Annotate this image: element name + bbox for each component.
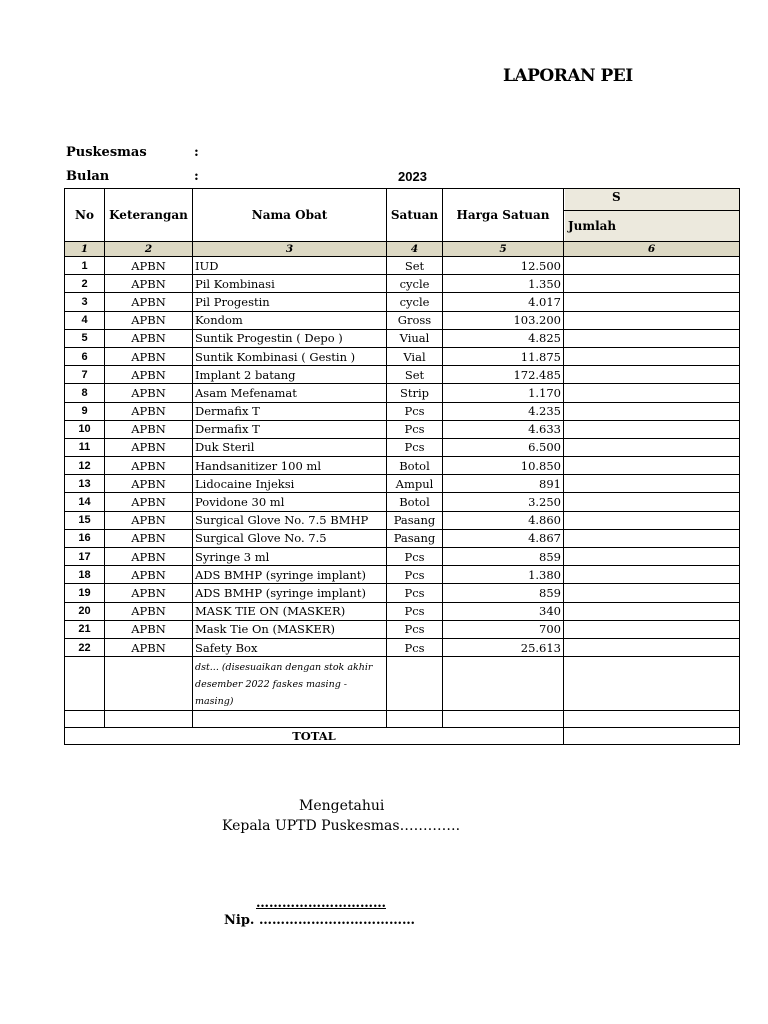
row-no: 19 [65,584,105,602]
row-harga: 891 [443,475,564,493]
row-nama-obat: MASK TIE ON (MASKER) [193,602,387,620]
table-row [65,366,740,384]
row-harga: 12.500 [443,257,564,275]
blank-cell [65,711,105,728]
row-keterangan: APBN [105,602,193,620]
table-row [65,438,740,456]
row-no: 9 [65,402,105,420]
table-row [65,347,740,365]
row-jumlah [564,275,740,293]
blank-row [65,711,740,728]
row-keterangan: APBN [105,548,193,566]
row-satuan: Pcs [387,438,443,456]
row-no: 8 [65,384,105,402]
row-no: 16 [65,529,105,547]
index-cell: 4 [387,242,443,257]
row-no: 15 [65,511,105,529]
index-cell: 6 [564,242,740,257]
row-nama-obat: Syringe 3 ml [193,548,387,566]
row-nama-obat: Povidone 30 ml [193,493,387,511]
col-header-no: No [65,189,105,242]
bulan-label: Bulan [66,169,110,184]
row-nama-obat: Pil Progestin [193,293,387,311]
row-keterangan: APBN [105,311,193,329]
row-satuan: Vial [387,347,443,365]
row-harga: 4.235 [443,402,564,420]
row-nama-obat: ADS BMHP (syringe implant) [193,566,387,584]
row-no: 2 [65,275,105,293]
index-cell: 5 [443,242,564,257]
row-satuan: Pcs [387,584,443,602]
table-row [65,511,740,529]
row-harga: 4.825 [443,329,564,347]
report-table [64,188,740,745]
row-keterangan: APBN [105,638,193,656]
note-row [65,657,740,711]
blank-cell [105,711,193,728]
row-jumlah [564,420,740,438]
row-harga: 1.380 [443,566,564,584]
row-harga: 3.250 [443,493,564,511]
row-nama-obat: Mask Tie On (MASKER) [193,620,387,638]
row-satuan: Botol [387,493,443,511]
row-harga: 11.875 [443,347,564,365]
row-nama-obat: ADS BMHP (syringe implant) [193,584,387,602]
row-keterangan: APBN [105,475,193,493]
index-cell: 3 [193,242,387,257]
table-row [65,457,740,475]
row-keterangan: APBN [105,566,193,584]
row-jumlah [564,529,740,547]
row-jumlah [564,402,740,420]
row-harga: 859 [443,548,564,566]
row-harga: 4.633 [443,420,564,438]
row-keterangan: APBN [105,384,193,402]
table-row [65,475,740,493]
row-jumlah [564,620,740,638]
row-jumlah [564,584,740,602]
row-nama-obat: Suntik Kombinasi ( Gestin ) [193,347,387,365]
row-harga: 4.860 [443,511,564,529]
table-body [65,242,740,745]
table-row [65,275,740,293]
row-satuan: Pcs [387,638,443,656]
row-harga: 4.867 [443,529,564,547]
row-keterangan: APBN [105,402,193,420]
row-keterangan: APBN [105,366,193,384]
year-value: 2023 [398,169,427,184]
kepala-label: Kepala UPTD Puskesmas…………. [222,818,461,834]
col-header-harga-satuan: Harga Satuan [443,189,564,242]
row-nama-obat: Safety Box [193,638,387,656]
row-harga: 6.500 [443,438,564,456]
row-satuan: Pcs [387,548,443,566]
note-cell [564,657,740,711]
row-harga: 859 [443,584,564,602]
row-jumlah [564,311,740,329]
table-row [65,620,740,638]
row-no: 14 [65,493,105,511]
row-no: 4 [65,311,105,329]
row-nama-obat: Pil Kombinasi [193,275,387,293]
total-row [65,728,740,745]
row-satuan: Botol [387,457,443,475]
table-row [65,529,740,547]
note-cell [443,657,564,711]
note-text: dst... (disesuaikan dengan stok akhir desember 2022 faskes masing - masing) [195,662,373,708]
row-keterangan: APBN [105,329,193,347]
row-satuan: Set [387,366,443,384]
row-nama-obat: Duk Steril [193,438,387,456]
table-row [65,493,740,511]
row-harga: 1.170 [443,384,564,402]
table-row [65,566,740,584]
row-harga: 25.613 [443,638,564,656]
row-nama-obat: Surgical Glove No. 7.5 BMHP [193,511,387,529]
row-keterangan: APBN [105,584,193,602]
row-satuan: Pcs [387,602,443,620]
row-no: 20 [65,602,105,620]
row-satuan: Pcs [387,566,443,584]
total-label: TOTAL [65,728,564,745]
row-jumlah [564,602,740,620]
row-keterangan: APBN [105,347,193,365]
row-harga: 10.850 [443,457,564,475]
row-no: 1 [65,257,105,275]
row-jumlah [564,329,740,347]
row-keterangan: APBN [105,620,193,638]
row-keterangan: APBN [105,420,193,438]
row-keterangan: APBN [105,257,193,275]
row-no: 11 [65,438,105,456]
row-jumlah [564,511,740,529]
row-nama-obat: Dermafix T [193,402,387,420]
row-no: 5 [65,329,105,347]
row-satuan: cycle [387,275,443,293]
report-table-container [64,188,656,748]
col-header-nama-obat: Nama Obat [193,189,387,242]
blank-cell [443,711,564,728]
row-satuan: Pasang [387,529,443,547]
blank-cell [387,711,443,728]
table-row [65,329,740,347]
row-satuan: Ampul [387,475,443,493]
extra-header-label: S [612,190,621,204]
col-header-jumlah [564,189,740,242]
row-keterangan: APBN [105,293,193,311]
row-jumlah [564,566,740,584]
bulan-colon: : [194,169,199,184]
total-value [564,728,740,745]
row-nama-obat: IUD [193,257,387,275]
row-harga: 1.350 [443,275,564,293]
index-cell: 1 [65,242,105,257]
mengetahui-label: Mengetahui [299,798,385,814]
row-no: 12 [65,457,105,475]
blank-cell [564,711,740,728]
table-row [65,311,740,329]
row-nama-obat: Handsanitizer 100 ml [193,457,387,475]
row-no: 18 [65,566,105,584]
row-satuan: cycle [387,293,443,311]
row-no: 17 [65,548,105,566]
puskesmas-colon: : [194,145,199,160]
row-satuan: Gross [387,311,443,329]
note-cell [65,657,105,711]
signature-name-line: ………………………… [256,896,386,911]
row-nama-obat: Kondom [193,311,387,329]
row-no: 21 [65,620,105,638]
jumlah-label: Jumlah [564,210,739,241]
index-cell: 2 [105,242,193,257]
row-no: 7 [65,366,105,384]
note-cell [193,657,387,711]
row-harga: 340 [443,602,564,620]
nip-line: Nip. ……………………………… [224,913,415,928]
row-keterangan: APBN [105,493,193,511]
table-row [65,602,740,620]
table-row [65,384,740,402]
row-no: 22 [65,638,105,656]
note-cell [105,657,193,711]
puskesmas-label: Puskesmas [66,145,147,160]
table-row [65,584,740,602]
row-satuan: Strip [387,384,443,402]
row-keterangan: APBN [105,529,193,547]
row-jumlah [564,638,740,656]
row-no: 13 [65,475,105,493]
row-jumlah [564,548,740,566]
row-jumlah [564,457,740,475]
row-jumlah [564,257,740,275]
row-satuan: Viual [387,329,443,347]
column-index-row [65,242,740,257]
table-row [65,402,740,420]
row-keterangan: APBN [105,511,193,529]
row-jumlah [564,475,740,493]
table-row [65,257,740,275]
row-satuan: Pcs [387,620,443,638]
row-nama-obat: Lidocaine Injeksi [193,475,387,493]
row-harga: 4.017 [443,293,564,311]
col-header-satuan: Satuan [387,189,443,242]
row-satuan: Set [387,257,443,275]
row-jumlah [564,493,740,511]
row-jumlah [564,438,740,456]
col-header-keterangan: Keterangan [105,189,193,242]
table-row [65,293,740,311]
row-jumlah [564,347,740,365]
row-satuan: Pcs [387,420,443,438]
row-keterangan: APBN [105,457,193,475]
row-no: 10 [65,420,105,438]
row-no: 6 [65,347,105,365]
note-cell [387,657,443,711]
row-nama-obat: Surgical Glove No. 7.5 [193,529,387,547]
row-satuan: Pasang [387,511,443,529]
row-harga: 103.200 [443,311,564,329]
table-row [65,548,740,566]
row-keterangan: APBN [105,438,193,456]
table-row [65,638,740,656]
row-harga: 172.485 [443,366,564,384]
row-harga: 700 [443,620,564,638]
row-no: 3 [65,293,105,311]
row-jumlah [564,384,740,402]
row-nama-obat: Dermafix T [193,420,387,438]
table-row [65,420,740,438]
row-keterangan: APBN [105,275,193,293]
row-nama-obat: Asam Mefenamat [193,384,387,402]
row-nama-obat: Implant 2 batang [193,366,387,384]
row-nama-obat: Suntik Progestin ( Depo ) [193,329,387,347]
row-jumlah [564,366,740,384]
row-satuan: Pcs [387,402,443,420]
row-jumlah [564,293,740,311]
blank-cell [193,711,387,728]
report-title: LAPORAN PEI [503,66,633,86]
